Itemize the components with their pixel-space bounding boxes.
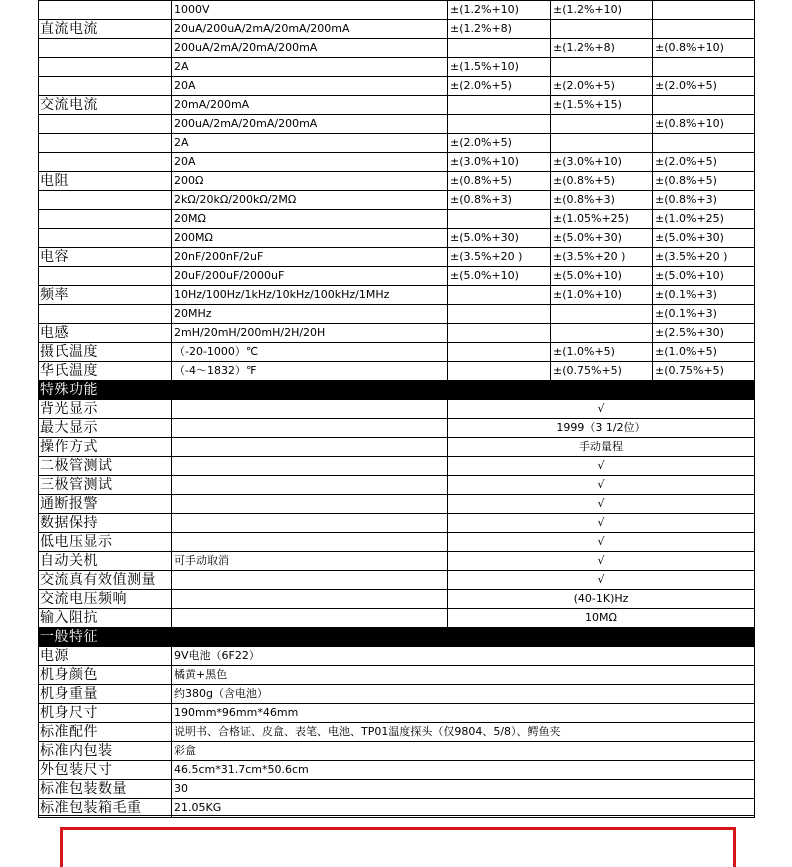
- table-row: [39, 552, 755, 571]
- row-label: [39, 267, 172, 286]
- table-row: [39, 286, 755, 305]
- row-label: 机身尺寸: [39, 704, 172, 723]
- value-cell: √: [448, 457, 755, 476]
- table-row: [39, 419, 755, 438]
- table-row: [39, 438, 755, 457]
- accuracy-cell: ±(1.0%+5): [653, 343, 755, 362]
- table-row: [39, 267, 755, 286]
- value-cell: √: [448, 400, 755, 419]
- value-cell: (40-1K)Hz: [448, 590, 755, 609]
- range-cell: 2A: [172, 58, 448, 77]
- row-label: 频率: [39, 286, 172, 305]
- note-cell: [172, 419, 448, 438]
- row-label: 标准包装数量: [39, 780, 172, 799]
- row-label: 背光显示: [39, 400, 172, 419]
- accuracy-cell: ±(3.5%+20 ): [448, 248, 551, 267]
- accuracy-cell: ±(0.8%+10): [653, 115, 755, 134]
- value-cell: √: [448, 495, 755, 514]
- accuracy-cell: ±(1.05%+25): [551, 210, 653, 229]
- accuracy-cell: [653, 134, 755, 153]
- note-cell: [172, 571, 448, 590]
- measurement-rows: [39, 1, 755, 381]
- accuracy-cell: ±(1.2%+10): [551, 1, 653, 20]
- note-cell: [172, 609, 448, 628]
- table-row: [39, 191, 755, 210]
- row-label: 三极管测试: [39, 476, 172, 495]
- range-cell: 20MΩ: [172, 210, 448, 229]
- table-row: [39, 115, 755, 134]
- note-cell: [172, 400, 448, 419]
- accuracy-cell: ±(5.0%+10): [551, 267, 653, 286]
- red-frame: [60, 827, 736, 867]
- accuracy-cell: ±(5.0%+10): [653, 267, 755, 286]
- row-label: 数据保持: [39, 514, 172, 533]
- table-bottom-border: [38, 815, 754, 816]
- accuracy-cell: ±(0.8%+10): [653, 39, 755, 58]
- note-cell: [172, 457, 448, 476]
- accuracy-cell: ±(2.0%+5): [551, 77, 653, 96]
- accuracy-cell: ±(0.8%+5): [448, 172, 551, 191]
- table-row: [39, 647, 755, 666]
- table-row: [39, 685, 755, 704]
- accuracy-cell: ±(5.0%+10): [448, 267, 551, 286]
- range-cell: 10Hz/100Hz/1kHz/10kHz/100kHz/1MHz: [172, 286, 448, 305]
- value-cell: 约380g（含电池）: [172, 685, 755, 704]
- accuracy-cell: [653, 96, 755, 115]
- row-label: [39, 134, 172, 153]
- table-row: [39, 514, 755, 533]
- range-cell: 200uA/2mA/20mA/200mA: [172, 39, 448, 58]
- range-cell: 200Ω: [172, 172, 448, 191]
- accuracy-cell: [448, 96, 551, 115]
- table-row: [39, 495, 755, 514]
- accuracy-cell: ±(1.5%+10): [448, 58, 551, 77]
- table-row: [39, 77, 755, 96]
- row-label: 电感: [39, 324, 172, 343]
- table-row: [39, 609, 755, 628]
- row-label: 电源: [39, 647, 172, 666]
- accuracy-cell: ±(0.8%+3): [653, 191, 755, 210]
- accuracy-cell: [551, 305, 653, 324]
- table-row: [39, 58, 755, 77]
- row-label: 交流电压频响: [39, 590, 172, 609]
- accuracy-cell: ±(0.75%+5): [551, 362, 653, 381]
- accuracy-cell: ±(2.0%+5): [448, 134, 551, 153]
- row-label: 操作方式: [39, 438, 172, 457]
- row-label: [39, 1, 172, 20]
- accuracy-cell: [448, 343, 551, 362]
- general-features: [39, 628, 755, 818]
- row-label: 输入阻抗: [39, 609, 172, 628]
- accuracy-cell: [448, 286, 551, 305]
- accuracy-cell: ±(5.0%+30): [448, 229, 551, 248]
- table-row: [39, 742, 755, 761]
- value-cell: 10MΩ: [448, 609, 755, 628]
- table-row: [39, 571, 755, 590]
- accuracy-cell: ±(3.5%+20 ): [653, 248, 755, 267]
- accuracy-cell: ±(0.8%+5): [653, 172, 755, 191]
- note-cell: [172, 514, 448, 533]
- accuracy-cell: ±(0.1%+3): [653, 286, 755, 305]
- accuracy-cell: ±(1.0%+25): [653, 210, 755, 229]
- row-label: 摄氏温度: [39, 343, 172, 362]
- note-cell: 可手动取消: [172, 552, 448, 571]
- range-cell: 2mH/20mH/200mH/2H/20H: [172, 324, 448, 343]
- accuracy-cell: [448, 305, 551, 324]
- row-label: 自动关机: [39, 552, 172, 571]
- row-label: 标准内包装: [39, 742, 172, 761]
- accuracy-cell: ±(1.5%+15): [551, 96, 653, 115]
- spec-sheet: [38, 0, 754, 818]
- accuracy-cell: ±(3.0%+10): [448, 153, 551, 172]
- value-cell: √: [448, 552, 755, 571]
- accuracy-cell: [551, 58, 653, 77]
- accuracy-cell: ±(3.0%+10): [551, 153, 653, 172]
- row-label: 交流真有效值测量: [39, 571, 172, 590]
- row-label: 交流电流: [39, 96, 172, 115]
- table-row: [39, 172, 755, 191]
- row-label: [39, 305, 172, 324]
- table-row: [39, 1, 755, 20]
- note-cell: [172, 533, 448, 552]
- range-cell: 20MHz: [172, 305, 448, 324]
- accuracy-cell: ±(5.0%+30): [653, 229, 755, 248]
- accuracy-cell: ±(5.0%+30): [551, 229, 653, 248]
- table-row: [39, 761, 755, 780]
- range-cell: 200MΩ: [172, 229, 448, 248]
- accuracy-cell: [448, 39, 551, 58]
- row-label: 电容: [39, 248, 172, 267]
- range-cell: 2A: [172, 134, 448, 153]
- accuracy-cell: ±(2.0%+5): [653, 77, 755, 96]
- table-row: [39, 153, 755, 172]
- row-label: 低电压显示: [39, 533, 172, 552]
- value-cell: 21.05KG: [172, 799, 755, 818]
- range-cell: 20A: [172, 153, 448, 172]
- accuracy-cell: ±(0.8%+3): [448, 191, 551, 210]
- accuracy-cell: ±(0.8%+3): [551, 191, 653, 210]
- range-cell: 200uA/2mA/20mA/200mA: [172, 115, 448, 134]
- accuracy-cell: [448, 115, 551, 134]
- row-label: [39, 229, 172, 248]
- table-row: [39, 362, 755, 381]
- table-row: [39, 134, 755, 153]
- accuracy-cell: ±(1.0%+10): [551, 286, 653, 305]
- table-row: [39, 457, 755, 476]
- accuracy-cell: [653, 20, 755, 39]
- table-row: [39, 400, 755, 419]
- accuracy-cell: ±(1.2%+8): [551, 39, 653, 58]
- table-row: [39, 96, 755, 115]
- value-cell: 30: [172, 780, 755, 799]
- row-label: 电阻: [39, 172, 172, 191]
- value-cell: √: [448, 476, 755, 495]
- range-cell: 1000V: [172, 1, 448, 20]
- row-label: [39, 77, 172, 96]
- row-label: [39, 153, 172, 172]
- note-cell: [172, 590, 448, 609]
- value-cell: 说明书、合格证、皮盒、表笔、电池、TP01温度探头（仅9804、5/8）、鳄鱼夹: [172, 723, 755, 742]
- accuracy-cell: [653, 58, 755, 77]
- table-row: [39, 229, 755, 248]
- accuracy-cell: ±(2.0%+5): [653, 153, 755, 172]
- table-row: [39, 780, 755, 799]
- accuracy-cell: [448, 362, 551, 381]
- range-cell: （-20-1000）℃: [172, 343, 448, 362]
- table-row: [39, 39, 755, 58]
- table-row: [39, 723, 755, 742]
- value-cell: 彩盒: [172, 742, 755, 761]
- accuracy-cell: ±(1.2%+8): [448, 20, 551, 39]
- accuracy-cell: ±(2.5%+30): [653, 324, 755, 343]
- value-cell: 190mm*96mm*46mm: [172, 704, 755, 723]
- note-cell: [172, 495, 448, 514]
- accuracy-cell: ±(0.75%+5): [653, 362, 755, 381]
- section-title: 特殊功能: [39, 381, 755, 400]
- row-label: 最大显示: [39, 419, 172, 438]
- accuracy-cell: [551, 20, 653, 39]
- row-label: 机身颜色: [39, 666, 172, 685]
- row-label: [39, 210, 172, 229]
- section-header-general: [39, 628, 755, 647]
- accuracy-cell: ±(0.1%+3): [653, 305, 755, 324]
- table-row: [39, 590, 755, 609]
- row-label: [39, 39, 172, 58]
- table-row: [39, 305, 755, 324]
- table-row: [39, 704, 755, 723]
- table-row: [39, 343, 755, 362]
- table-row: [39, 533, 755, 552]
- range-cell: 20A: [172, 77, 448, 96]
- row-label: 通断报警: [39, 495, 172, 514]
- accuracy-cell: ±(1.2%+10): [448, 1, 551, 20]
- row-label: [39, 191, 172, 210]
- value-cell: 1999（3 1/2位）: [448, 419, 755, 438]
- accuracy-cell: ±(0.8%+5): [551, 172, 653, 191]
- special-functions: [39, 381, 755, 628]
- table-row: [39, 20, 755, 39]
- row-label: 二极管测试: [39, 457, 172, 476]
- range-cell: 20nF/200nF/2uF: [172, 248, 448, 267]
- accuracy-cell: [653, 1, 755, 20]
- row-label: 标准配件: [39, 723, 172, 742]
- accuracy-cell: ±(1.0%+5): [551, 343, 653, 362]
- row-label: [39, 58, 172, 77]
- accuracy-cell: ±(2.0%+5): [448, 77, 551, 96]
- range-cell: 20uF/200uF/2000uF: [172, 267, 448, 286]
- accuracy-cell: [551, 324, 653, 343]
- range-cell: 20mA/200mA: [172, 96, 448, 115]
- value-cell: 手动量程: [448, 438, 755, 457]
- accuracy-cell: [448, 210, 551, 229]
- section-title: 一般特征: [39, 628, 755, 647]
- row-label: 机身重量: [39, 685, 172, 704]
- accuracy-cell: [551, 134, 653, 153]
- value-cell: 46.5cm*31.7cm*50.6cm: [172, 761, 755, 780]
- accuracy-cell: ±(3.5%+20 ): [551, 248, 653, 267]
- range-cell: 20uA/200uA/2mA/20mA/200mA: [172, 20, 448, 39]
- value-cell: √: [448, 533, 755, 552]
- value-cell: √: [448, 514, 755, 533]
- row-label: 华氏温度: [39, 362, 172, 381]
- range-cell: （-4～1832）℉: [172, 362, 448, 381]
- row-label: 标准包装箱毛重: [39, 799, 172, 818]
- table-row: [39, 324, 755, 343]
- row-label: [39, 115, 172, 134]
- table-row: [39, 210, 755, 229]
- value-cell: 9V电池（6F22）: [172, 647, 755, 666]
- table-row: [39, 248, 755, 267]
- value-cell: √: [448, 571, 755, 590]
- range-cell: 2kΩ/20kΩ/200kΩ/2MΩ: [172, 191, 448, 210]
- accuracy-cell: [551, 115, 653, 134]
- table-row: [39, 476, 755, 495]
- value-cell: 橘黄+黑色: [172, 666, 755, 685]
- note-cell: [172, 438, 448, 457]
- accuracy-cell: [448, 324, 551, 343]
- row-label: 直流电流: [39, 20, 172, 39]
- spec-table: [38, 0, 755, 818]
- note-cell: [172, 476, 448, 495]
- table-row: [39, 666, 755, 685]
- row-label: 外包装尺寸: [39, 761, 172, 780]
- section-header-special: [39, 381, 755, 400]
